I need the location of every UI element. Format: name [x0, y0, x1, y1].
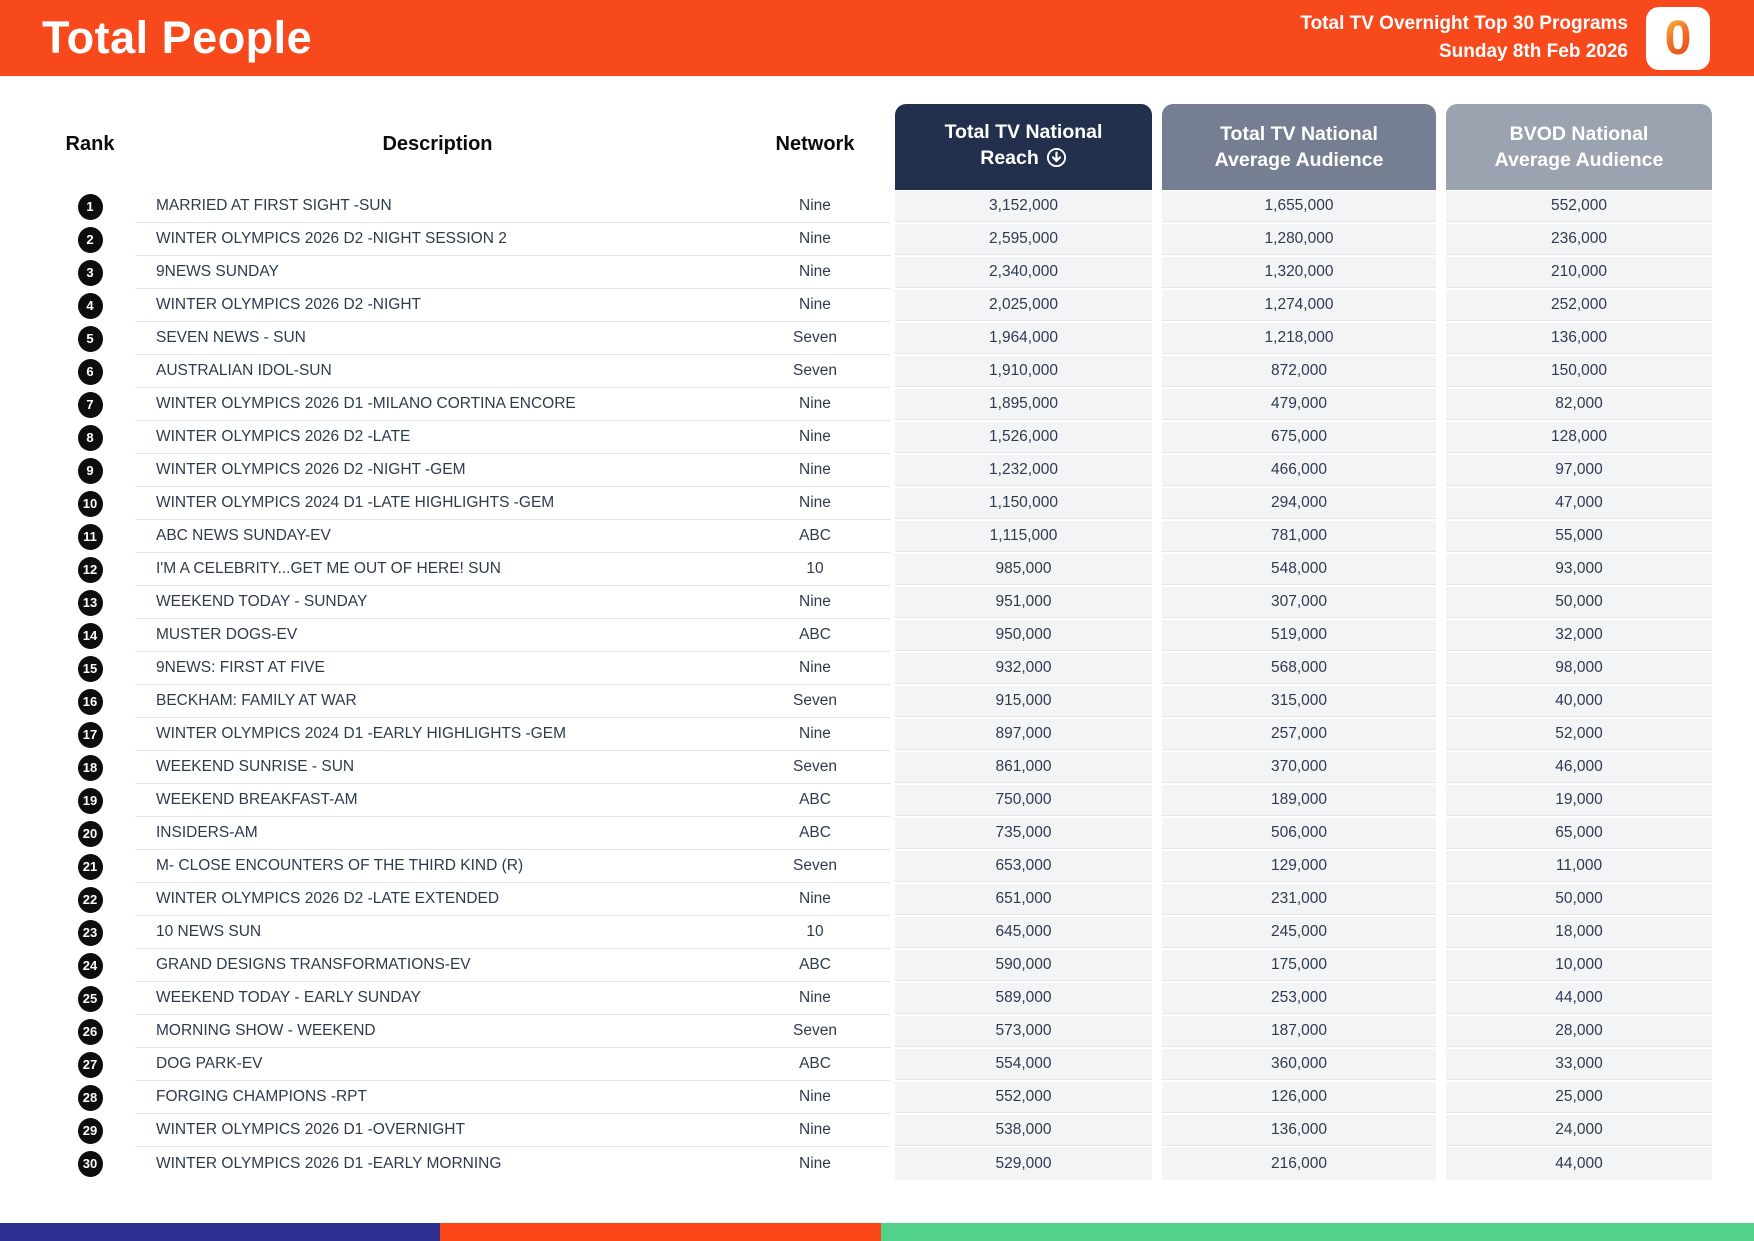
- rank-cell: [45, 553, 135, 586]
- bvod-audience-cell: 50,000: [1441, 586, 1717, 619]
- total-reach-cell: 2,340,000: [890, 256, 1157, 289]
- rank-badge: 10: [78, 491, 103, 517]
- description-cell: WINTER OLYMPICS 2026 D2 -LATE EXTENDED: [135, 883, 740, 916]
- rank-badge: 22: [78, 887, 103, 913]
- total-reach-cell: 1,910,000: [890, 355, 1157, 388]
- column-header-avg-audience[interactable]: Total TV National Average Audience: [1157, 104, 1441, 190]
- footer-bar-orange-segment: [440, 1223, 880, 1241]
- sort-descending-icon[interactable]: [1046, 147, 1067, 175]
- bvod-audience-cell: 46,000: [1441, 751, 1717, 784]
- oztam-logo: [1646, 7, 1710, 70]
- description-cell: WINTER OLYMPICS 2024 D1 -LATE HIGHLIGHTS -GEM: [135, 487, 740, 520]
- rank-badge: 30: [78, 1151, 103, 1177]
- rank-cell: [45, 256, 135, 289]
- avg-audience-cell: 872,000: [1157, 355, 1441, 388]
- rank-cell: [45, 421, 135, 454]
- avg-audience-cell: 675,000: [1157, 421, 1441, 454]
- bvod-audience-cell: 11,000: [1441, 850, 1717, 883]
- table-row: [45, 421, 1717, 454]
- description-cell: WINTER OLYMPICS 2026 D1 -MILANO CORTINA ENCORE: [135, 388, 740, 421]
- rank-badge: 9: [78, 458, 103, 484]
- bvod-audience-cell: 40,000: [1441, 685, 1717, 718]
- description-cell: ABC NEWS SUNDAY-EV: [135, 520, 740, 553]
- header-right: [1300, 7, 1754, 70]
- table-body: [45, 190, 1717, 1180]
- total-reach-cell: 590,000: [890, 949, 1157, 982]
- description-cell: DOG PARK-EV: [135, 1048, 740, 1081]
- table-row: [45, 751, 1717, 784]
- rank-badge: 4: [78, 293, 103, 319]
- column-header-description: Description: [382, 132, 493, 155]
- rank-cell: [45, 289, 135, 322]
- rank-cell: [45, 190, 135, 223]
- bvod-audience-cell: 19,000: [1441, 784, 1717, 817]
- rank-badge: 20: [78, 821, 103, 847]
- total-reach-cell: 1,964,000: [890, 322, 1157, 355]
- description-cell: SEVEN NEWS - SUN: [135, 322, 740, 355]
- bvod-audience-cell: 47,000: [1441, 487, 1717, 520]
- column-header-total-reach[interactable]: Total TV National Reach: [890, 104, 1157, 190]
- rank-badge: 26: [78, 1019, 103, 1045]
- network-cell: Nine: [740, 586, 890, 619]
- avg-audience-cell: 175,000: [1157, 949, 1441, 982]
- network-cell: ABC: [740, 817, 890, 850]
- rank-badge: 11: [78, 524, 103, 550]
- avg-audience-cell: 294,000: [1157, 487, 1441, 520]
- description-cell: WINTER OLYMPICS 2026 D1 -EARLY MORNING: [156, 1154, 502, 1172]
- network-cell: Seven: [740, 751, 890, 784]
- rank-cell: [45, 322, 135, 355]
- column-header-bvod-audience[interactable]: BVOD National Average Audience: [1441, 104, 1717, 190]
- description-cell: WINTER OLYMPICS 2026 D2 -NIGHT SESSION 2: [135, 223, 740, 256]
- avg-audience-cell: 126,000: [1157, 1081, 1441, 1114]
- table-row: [45, 1114, 1717, 1147]
- total-reach-cell: 932,000: [890, 652, 1157, 685]
- bvod-audience-cell: 10,000: [1441, 949, 1717, 982]
- avg-audience-cell: 1,274,000: [1157, 289, 1441, 322]
- rank-badge: 17: [78, 722, 103, 748]
- network-cell: Nine: [740, 982, 890, 1015]
- bvod-audience-cell: 33,000: [1441, 1048, 1717, 1081]
- total-reach-cell: 653,000: [890, 850, 1157, 883]
- footer-color-bar: [0, 1223, 1754, 1241]
- table-row: [45, 1048, 1717, 1081]
- total-reach-cell: 651,000: [890, 883, 1157, 916]
- description-cell: WINTER OLYMPICS 2024 D1 -EARLY HIGHLIGHTS -GEM: [135, 718, 740, 751]
- rank-badge: 25: [78, 986, 103, 1012]
- total-reach-cell: 1,115,000: [890, 520, 1157, 553]
- table-row: [45, 322, 1717, 355]
- page-title: Total People: [42, 12, 313, 63]
- bvod-audience-cell: 128,000: [1441, 421, 1717, 454]
- total-reach-cell: 2,595,000: [890, 223, 1157, 256]
- total-reach-cell: 951,000: [890, 586, 1157, 619]
- rank-badge: 19: [78, 788, 103, 814]
- network-cell: ABC: [740, 520, 890, 553]
- rank-badge: 23: [78, 920, 103, 946]
- rank-badge: 28: [78, 1085, 103, 1111]
- table-row: [45, 454, 1717, 487]
- total-reach-cell: 1,232,000: [890, 454, 1157, 487]
- table-row: [45, 652, 1717, 685]
- bvod-audience-cell: 24,000: [1441, 1114, 1717, 1147]
- network-cell: Nine: [740, 454, 890, 487]
- avg-audience-cell: 1,280,000: [1157, 223, 1441, 256]
- bvod-audience-cell: 98,000: [1441, 652, 1717, 685]
- table-row: [45, 883, 1717, 916]
- table-header-row: [45, 104, 1717, 190]
- rank-cell: [45, 718, 135, 751]
- table-row: [45, 685, 1717, 718]
- rank-badge: 12: [78, 557, 103, 583]
- description-cell: WEEKEND TODAY - EARLY SUNDAY: [135, 982, 740, 1015]
- avg-audience-cell: 479,000: [1157, 388, 1441, 421]
- oztam-logo-glyph: 0: [1664, 11, 1692, 65]
- footer-bar-green-segment: [881, 1223, 1754, 1241]
- total-reach-cell: 3,152,000: [890, 190, 1157, 223]
- rank-cell: [45, 586, 135, 619]
- total-reach-cell: 1,895,000: [890, 388, 1157, 421]
- total-reach-cell: 573,000: [890, 1015, 1157, 1048]
- avg-audience-cell: 519,000: [1157, 619, 1441, 652]
- bvod-audience-cell: 55,000: [1441, 520, 1717, 553]
- total-reach-cell: 1,526,000: [890, 421, 1157, 454]
- rank-badge: 13: [78, 590, 103, 616]
- rank-cell: [45, 916, 135, 949]
- table-row: [45, 586, 1717, 619]
- bvod-audience-cell: 50,000: [1441, 883, 1717, 916]
- rank-cell: [45, 982, 135, 1015]
- bvod-audience-cell: 93,000: [1441, 553, 1717, 586]
- total-reach-cell: 861,000: [890, 751, 1157, 784]
- avg-audience-cell: 136,000: [1157, 1114, 1441, 1147]
- report-date: Sunday 8th Feb 2026: [1438, 41, 1628, 62]
- description-cell: AUSTRALIAN IDOL-SUN: [135, 355, 740, 388]
- description-cell: WEEKEND TODAY - SUNDAY: [135, 586, 740, 619]
- bvod-audience-cell: 150,000: [1441, 355, 1717, 388]
- bvod-audience-cell: 252,000: [1441, 289, 1717, 322]
- bvod-audience-cell: 65,000: [1441, 817, 1717, 850]
- total-reach-cell: 529,000: [890, 1147, 1157, 1180]
- table-row: [45, 1147, 1717, 1180]
- table-row: [45, 949, 1717, 982]
- network-cell: Nine: [740, 190, 890, 223]
- bvod-audience-cell: 552,000: [1441, 190, 1717, 223]
- table-row: [45, 388, 1717, 421]
- footer-bar-blue-segment: [0, 1223, 440, 1241]
- table-row: [45, 487, 1717, 520]
- description-cell: FORGING CHAMPIONS -RPT: [135, 1081, 740, 1114]
- rank-cell: [45, 1015, 135, 1048]
- rank-cell: [45, 949, 135, 982]
- rank-cell: [45, 1114, 135, 1147]
- network-cell: ABC: [740, 949, 890, 982]
- description-cell: BECKHAM: FAMILY AT WAR: [135, 685, 740, 718]
- rank-cell: [45, 355, 135, 388]
- rank-cell: [45, 817, 135, 850]
- table-row: [45, 289, 1717, 322]
- rank-badge: 15: [78, 656, 103, 682]
- bvod-audience-cell: 136,000: [1441, 322, 1717, 355]
- description-cell: WINTER OLYMPICS 2026 D2 -NIGHT: [135, 289, 740, 322]
- rank-badge: 2: [78, 227, 103, 253]
- rank-badge: 6: [78, 359, 103, 385]
- network-cell: Seven: [740, 322, 890, 355]
- rank-cell: [45, 1048, 135, 1081]
- rank-cell: [45, 619, 135, 652]
- bvod-audience-cell: 97,000: [1441, 454, 1717, 487]
- table-row: [45, 619, 1717, 652]
- bvod-audience-cell: 18,000: [1441, 916, 1717, 949]
- avg-audience-cell: 187,000: [1157, 1015, 1441, 1048]
- rank-cell: [45, 751, 135, 784]
- network-cell: Seven: [740, 685, 890, 718]
- avg-audience-cell: 1,655,000: [1157, 190, 1441, 223]
- rank-badge: 29: [78, 1118, 103, 1144]
- rank-cell: [45, 223, 135, 256]
- rank-badge: 14: [78, 623, 103, 649]
- avg-audience-cell: 781,000: [1157, 520, 1441, 553]
- rank-cell: [45, 850, 135, 883]
- avg-audience-cell: 307,000: [1157, 586, 1441, 619]
- top30-table: [45, 104, 1717, 1180]
- network-cell: 10: [740, 553, 890, 586]
- rank-cell: [45, 652, 135, 685]
- description-cell: MARRIED AT FIRST SIGHT -SUN: [135, 190, 740, 223]
- description-cell: MUSTER DOGS-EV: [135, 619, 740, 652]
- rank-cell: [45, 388, 135, 421]
- table-row: [45, 355, 1717, 388]
- network-cell: ABC: [740, 1048, 890, 1081]
- network-cell: Nine: [740, 256, 890, 289]
- table-row: [45, 1015, 1717, 1048]
- network-cell: Seven: [740, 850, 890, 883]
- table-row: [45, 190, 1717, 223]
- bvod-audience-cell: 210,000: [1441, 256, 1717, 289]
- total-reach-cell: 589,000: [890, 982, 1157, 1015]
- description-cell: WINTER OLYMPICS 2026 D1 -OVERNIGHT: [135, 1114, 740, 1147]
- network-cell: Nine: [740, 1081, 890, 1114]
- avg-audience-cell: 315,000: [1157, 685, 1441, 718]
- column-header-network: Network: [775, 132, 855, 155]
- column-header-rank: Rank: [65, 132, 115, 155]
- rank-badge: 18: [78, 755, 103, 781]
- table-row: [45, 1081, 1717, 1114]
- table-row: [45, 718, 1717, 751]
- app-header: [0, 0, 1754, 76]
- total-reach-cell: 750,000: [890, 784, 1157, 817]
- avg-audience-cell: 216,000: [1157, 1147, 1441, 1180]
- total-reach-cell: 735,000: [890, 817, 1157, 850]
- rank-badge: 7: [78, 392, 103, 418]
- table-row: [45, 553, 1717, 586]
- description-cell: WINTER OLYMPICS 2026 D2 -LATE: [135, 421, 740, 454]
- total-reach-cell: 897,000: [890, 718, 1157, 751]
- table-row: [45, 256, 1717, 289]
- network-cell: Nine: [740, 487, 890, 520]
- rank-cell: [45, 520, 135, 553]
- network-cell: Nine: [740, 421, 890, 454]
- bvod-audience-cell: 32,000: [1441, 619, 1717, 652]
- rank-cell: [45, 685, 135, 718]
- network-cell: Nine: [740, 289, 890, 322]
- rank-badge: 27: [78, 1052, 103, 1078]
- total-reach-cell: 554,000: [890, 1048, 1157, 1081]
- network-cell: Nine: [740, 718, 890, 751]
- total-reach-cell: 2,025,000: [890, 289, 1157, 322]
- description-cell: I'M A CELEBRITY...GET ME OUT OF HERE! SUN: [135, 553, 740, 586]
- description-cell: MORNING SHOW - WEEKEND: [135, 1015, 740, 1048]
- avg-audience-cell: 129,000: [1157, 850, 1441, 883]
- avg-audience-cell: 231,000: [1157, 883, 1441, 916]
- avg-audience-cell: 370,000: [1157, 751, 1441, 784]
- rank-cell: [45, 454, 135, 487]
- table-row: [45, 784, 1717, 817]
- description-cell: WEEKEND BREAKFAST-AM: [135, 784, 740, 817]
- bvod-audience-cell: 44,000: [1441, 982, 1717, 1015]
- avg-audience-cell: 568,000: [1157, 652, 1441, 685]
- table-row: [45, 223, 1717, 256]
- network-cell: ABC: [740, 619, 890, 652]
- rank-cell: [45, 784, 135, 817]
- description-cell: WINTER OLYMPICS 2026 D2 -NIGHT -GEM: [135, 454, 740, 487]
- rank-cell: [45, 1081, 135, 1114]
- rank-badge: 24: [78, 953, 103, 979]
- avg-audience-cell: 253,000: [1157, 982, 1441, 1015]
- bvod-audience-cell: 28,000: [1441, 1015, 1717, 1048]
- rank-badge: 5: [78, 326, 103, 352]
- table-row: [45, 916, 1717, 949]
- rank-badge: 21: [78, 854, 103, 880]
- rank-cell: [45, 487, 135, 520]
- avg-audience-cell: 506,000: [1157, 817, 1441, 850]
- network-cell: Seven: [740, 355, 890, 388]
- network-cell: ABC: [740, 784, 890, 817]
- total-reach-cell: 950,000: [890, 619, 1157, 652]
- network-cell: Seven: [740, 1015, 890, 1048]
- total-reach-cell: 985,000: [890, 553, 1157, 586]
- avg-audience-cell: 257,000: [1157, 718, 1441, 751]
- rank-badge: 16: [78, 689, 103, 715]
- avg-audience-cell: 189,000: [1157, 784, 1441, 817]
- bvod-audience-cell: 44,000: [1441, 1147, 1717, 1180]
- network-cell: Nine: [740, 1114, 890, 1147]
- rank-badge: 3: [78, 260, 103, 286]
- description-cell: 9NEWS SUNDAY: [135, 256, 740, 289]
- avg-audience-cell: 360,000: [1157, 1048, 1441, 1081]
- total-reach-cell: 552,000: [890, 1081, 1157, 1114]
- avg-audience-cell: 548,000: [1157, 553, 1441, 586]
- rank-cell: [45, 883, 135, 916]
- network-cell: Nine: [740, 883, 890, 916]
- bvod-audience-cell: 236,000: [1441, 223, 1717, 256]
- description-cell: 9NEWS: FIRST AT FIVE: [135, 652, 740, 685]
- bvod-audience-cell: 52,000: [1441, 718, 1717, 751]
- network-cell: 10: [740, 916, 890, 949]
- total-reach-cell: 915,000: [890, 685, 1157, 718]
- avg-audience-cell: 466,000: [1157, 454, 1441, 487]
- network-cell: Nine: [740, 652, 890, 685]
- total-reach-cell: 645,000: [890, 916, 1157, 949]
- total-reach-cell: 1,150,000: [890, 487, 1157, 520]
- description-cell: 10 NEWS SUN: [135, 916, 740, 949]
- description-cell: M- CLOSE ENCOUNTERS OF THE THIRD KIND (R): [135, 850, 740, 883]
- report-subtitle: [1300, 10, 1628, 66]
- avg-audience-cell: 1,320,000: [1157, 256, 1441, 289]
- table-row: [45, 520, 1717, 553]
- rank-badge: 1: [78, 194, 103, 220]
- description-cell: INSIDERS-AM: [135, 817, 740, 850]
- table-row: [45, 982, 1717, 1015]
- description-cell: GRAND DESIGNS TRANSFORMATIONS-EV: [135, 949, 740, 982]
- table-row: [45, 850, 1717, 883]
- network-cell: Nine: [740, 388, 890, 421]
- table-row: [45, 817, 1717, 850]
- rank-cell: [45, 1147, 135, 1180]
- network-cell: Nine: [799, 1154, 831, 1172]
- avg-audience-cell: 1,218,000: [1157, 322, 1441, 355]
- bvod-audience-cell: 82,000: [1441, 388, 1717, 421]
- total-reach-cell: 538,000: [890, 1114, 1157, 1147]
- report-name: Total TV Overnight Top 30 Programs: [1300, 13, 1628, 34]
- description-cell: WEEKEND SUNRISE - SUN: [135, 751, 740, 784]
- bvod-audience-cell: 25,000: [1441, 1081, 1717, 1114]
- rank-badge: 8: [78, 425, 103, 451]
- network-cell: Nine: [740, 223, 890, 256]
- avg-audience-cell: 245,000: [1157, 916, 1441, 949]
